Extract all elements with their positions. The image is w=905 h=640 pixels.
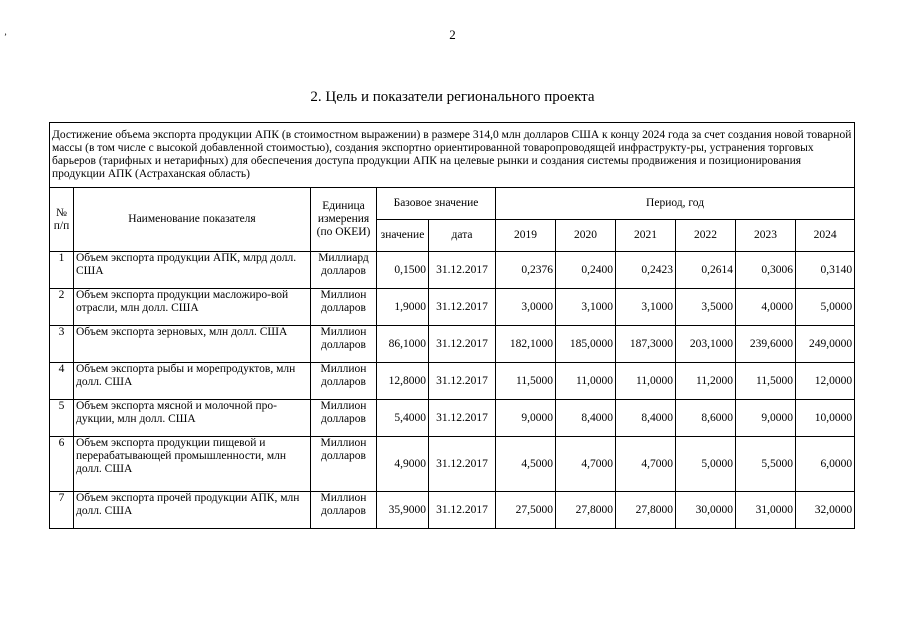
value-2022: 5,0000 xyxy=(676,437,736,492)
table-row xyxy=(50,492,855,529)
header-unit: Единица измерения (по ОКЕИ) xyxy=(311,188,377,252)
value-2023: 4,0000 xyxy=(736,289,796,326)
base-value-cell: 35,9000 xyxy=(377,492,429,529)
row-number: 2 xyxy=(50,289,74,326)
header-base: Базовое значение xyxy=(377,188,496,220)
value-2023: 9,0000 xyxy=(736,400,796,437)
header-year-2020: 2020 xyxy=(556,220,616,252)
value-2022: 11,2000 xyxy=(676,363,736,400)
value-2023: 31,0000 xyxy=(736,492,796,529)
value-2019: 11,5000 xyxy=(496,363,556,400)
base-value-cell: 0,1500 xyxy=(377,252,429,289)
value-2020: 3,1000 xyxy=(556,289,616,326)
indicator-name: Объем экспорта продукции масложиро-вой отрасли, млн долл. США xyxy=(74,289,311,326)
base-date-cell: 31.12.2017 xyxy=(429,363,496,400)
value-2020: 11,0000 xyxy=(556,363,616,400)
value-2020: 27,8000 xyxy=(556,492,616,529)
unit-cell: Миллион долларов xyxy=(311,437,377,492)
header-year-2021: 2021 xyxy=(616,220,676,252)
value-2024: 10,0000 xyxy=(796,400,855,437)
value-2021: 11,0000 xyxy=(616,363,676,400)
row-number: 1 xyxy=(50,252,74,289)
indicator-name: Объем экспорта зерновых, млн долл. США xyxy=(74,326,311,363)
value-2021: 3,1000 xyxy=(616,289,676,326)
unit-cell: Миллион долларов xyxy=(311,492,377,529)
indicator-name: Объем экспорта рыбы и морепродуктов, млн долл. США xyxy=(74,363,311,400)
value-2022: 0,2614 xyxy=(676,252,736,289)
value-2024: 249,0000 xyxy=(796,326,855,363)
base-date-cell: 31.12.2017 xyxy=(429,437,496,492)
row-number: 6 xyxy=(50,437,74,492)
header-year-2022: 2022 xyxy=(676,220,736,252)
base-date-cell: 31.12.2017 xyxy=(429,289,496,326)
row-number: 4 xyxy=(50,363,74,400)
section-title: 2. Цель и показатели регионального проекта xyxy=(310,89,595,105)
value-2022: 3,5000 xyxy=(676,289,736,326)
value-2020: 0,2400 xyxy=(556,252,616,289)
indicator-name: Объем экспорта продукции пищевой и перерабатывающей промышленности, млн долл. США xyxy=(74,437,311,492)
value-2024: 0,3140 xyxy=(796,252,855,289)
base-value-cell: 1,9000 xyxy=(377,289,429,326)
value-2024: 32,0000 xyxy=(796,492,855,529)
value-2019: 9,0000 xyxy=(496,400,556,437)
indicator-name: Объем экспорта прочей продукции АПК, млн долл. США xyxy=(74,492,311,529)
value-2023: 5,5000 xyxy=(736,437,796,492)
base-date-cell: 31.12.2017 xyxy=(429,252,496,289)
margin-mark: ʼ xyxy=(4,32,7,42)
unit-cell: Миллиард долларов xyxy=(311,252,377,289)
value-2023: 11,5000 xyxy=(736,363,796,400)
project-goal: Достижение объема экспорта продукции АПК (в стоимостном выражении) в размере 314,0 млн долларов США к концу 2024 года за счет создания новой товарной массы (в том числе с высокой добавленной стоимостью), создания экспортно ориентированной товаропроводящей инфраструкту-ры, устранения торговых барьеров (тарифных и нетарифных) для обеспечения доступа продукции АПК на целевые рынки и создания системы продвижения и позиционирования продукции АПК (Астраханская область) xyxy=(50,123,855,188)
base-date-cell: 31.12.2017 xyxy=(429,492,496,529)
value-2024: 6,0000 xyxy=(796,437,855,492)
header-base-value: значение xyxy=(377,220,429,252)
unit-cell: Миллион долларов xyxy=(311,363,377,400)
table-row xyxy=(50,363,855,400)
value-2024: 5,0000 xyxy=(796,289,855,326)
value-2019: 3,0000 xyxy=(496,289,556,326)
unit-cell: Миллион долларов xyxy=(311,400,377,437)
row-number: 7 xyxy=(50,492,74,529)
table-row xyxy=(50,252,855,289)
value-2023: 239,6000 xyxy=(736,326,796,363)
page-number: 2 xyxy=(449,27,456,42)
value-2022: 8,6000 xyxy=(676,400,736,437)
value-2022: 203,1000 xyxy=(676,326,736,363)
header-name: Наименование показателя xyxy=(74,188,311,252)
table-row xyxy=(50,437,855,492)
value-2020: 185,0000 xyxy=(556,326,616,363)
value-2019: 182,1000 xyxy=(496,326,556,363)
value-2019: 0,2376 xyxy=(496,252,556,289)
base-date-cell: 31.12.2017 xyxy=(429,326,496,363)
unit-cell: Миллион долларов xyxy=(311,326,377,363)
value-2021: 0,2423 xyxy=(616,252,676,289)
unit-cell: Миллион долларов xyxy=(311,289,377,326)
value-2024: 12,0000 xyxy=(796,363,855,400)
value-2020: 8,4000 xyxy=(556,400,616,437)
base-value-cell: 5,4000 xyxy=(377,400,429,437)
header-year-2024: 2024 xyxy=(796,220,855,252)
value-2021: 27,8000 xyxy=(616,492,676,529)
indicator-name: Объем экспорта продукции АПК, млрд долл. США xyxy=(74,252,311,289)
indicators-table xyxy=(49,122,855,529)
header-base-date: дата xyxy=(429,220,496,252)
base-value-cell: 12,8000 xyxy=(377,363,429,400)
header-period: Период, год xyxy=(496,188,855,220)
base-value-cell: 4,9000 xyxy=(377,437,429,492)
header-year-2019: 2019 xyxy=(496,220,556,252)
base-date-cell: 31.12.2017 xyxy=(429,400,496,437)
value-2021: 187,3000 xyxy=(616,326,676,363)
header-year-2023: 2023 xyxy=(736,220,796,252)
base-value-cell: 86,1000 xyxy=(377,326,429,363)
table-row xyxy=(50,289,855,326)
value-2020: 4,7000 xyxy=(556,437,616,492)
value-2021: 8,4000 xyxy=(616,400,676,437)
indicator-name: Объем экспорта мясной и молочной про-дукции, млн долл. США xyxy=(74,400,311,437)
value-2023: 0,3006 xyxy=(736,252,796,289)
table-row xyxy=(50,400,855,437)
row-number: 3 xyxy=(50,326,74,363)
value-2021: 4,7000 xyxy=(616,437,676,492)
value-2019: 4,5000 xyxy=(496,437,556,492)
value-2022: 30,0000 xyxy=(676,492,736,529)
header-num: № п/п xyxy=(50,188,74,252)
value-2019: 27,5000 xyxy=(496,492,556,529)
table-row xyxy=(50,326,855,363)
row-number: 5 xyxy=(50,400,74,437)
